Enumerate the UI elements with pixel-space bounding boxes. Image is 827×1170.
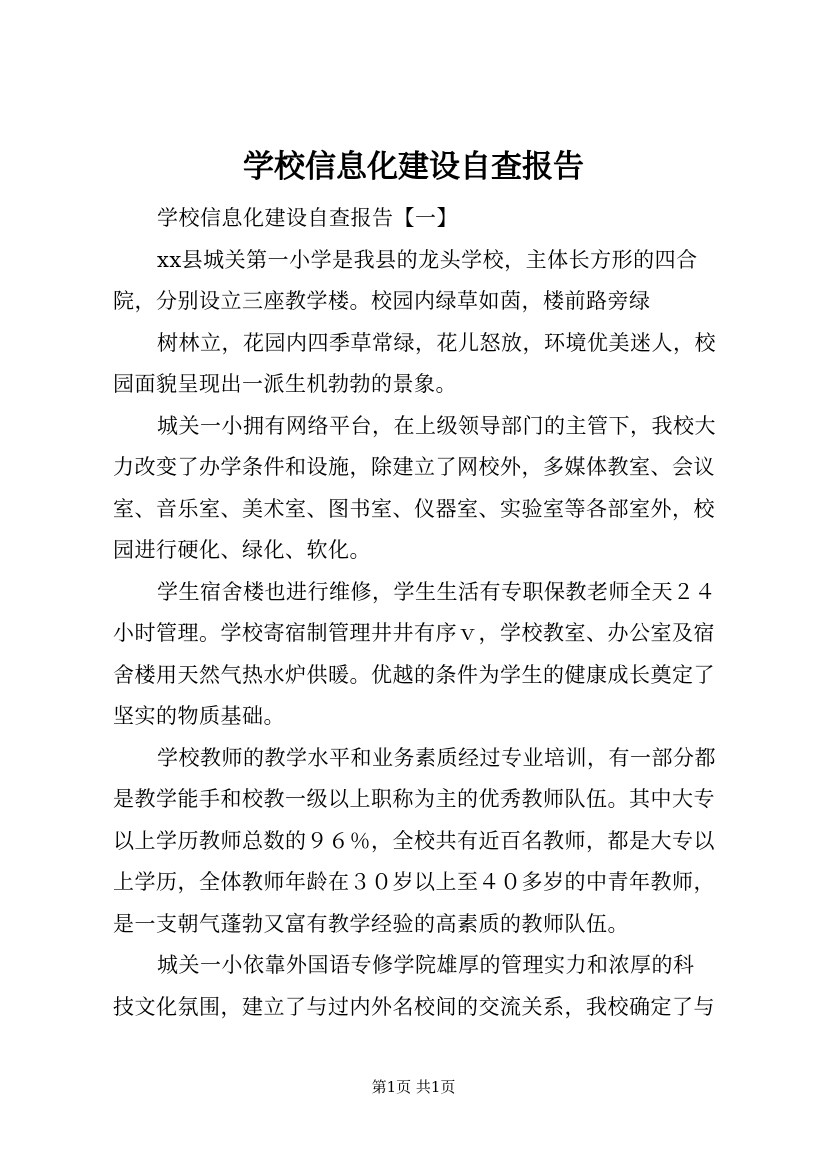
text-line: 园进行硬化、绿化、软化。	[113, 538, 371, 562]
text-line: 城关一小拥有网络平台，在上级领导部门的主管下，我校大	[157, 413, 716, 438]
text-line: 是教学能手和校教一级以上职称为主的优秀教师队伍。其中大专	[113, 787, 715, 811]
text-line: 城关一小依靠外国语专修学院雄厚的管理实力和浓厚的科	[157, 953, 695, 977]
text-line: 上学历，全体教师年龄在３０岁以上至４０多岁的中青年教师，	[113, 870, 715, 894]
text-line: 坚实的物质基础。	[113, 704, 285, 728]
page-footer: 第1页 共1页	[371, 1078, 456, 1096]
text-line: 树林立，花园内四季草常绿，花儿怒放，环境优美迷人，校	[157, 330, 716, 355]
text-line: 学校信息化建设自查报告【一】	[157, 206, 458, 230]
text-line: 学生宿舍楼也进行维修，学生生活有专职保教老师全天２４	[157, 579, 716, 604]
document-title: 学校信息化建设自查报告	[243, 149, 584, 185]
text-line: 舍楼用天然气热水炉供暖。优越的条件为学生的健康成长奠定了	[113, 662, 715, 687]
text-line: 园面貌呈现出一派生机勃勃的景象。	[113, 372, 457, 396]
text-line: 力改变了办学条件和设施，除建立了网校外，多媒体教室、会议	[113, 455, 715, 479]
text-line: 学校教师的教学水平和业务素质经过专业培训，有一部分都	[157, 745, 716, 770]
text-line: 是一支朝气蓬勃又富有教学经验的高素质的教师队伍。	[113, 911, 629, 936]
text-line: 小时管理。学校寄宿制管理井井有序ｖ，学校教室、办公室及宿	[113, 621, 715, 645]
text-line: 院，分别设立三座教学楼。校园内绿草如茵，楼前路旁绿	[113, 289, 651, 313]
text-line: 技文化氛围，建立了与过内外名校间的交流关系，我校确定了与	[113, 994, 715, 1019]
text-line: 以上学历教师总数的９６％，全校共有近百名教师，都是大专以	[113, 828, 715, 853]
document-body	[113, 198, 725, 1028]
text-line: xx县城关第一小学是我县的龙头学校，主体长方形的四合	[157, 247, 698, 272]
text-line: 室、音乐室、美术室、图书室、仪器室、实验室等各部室外，校	[113, 496, 715, 521]
